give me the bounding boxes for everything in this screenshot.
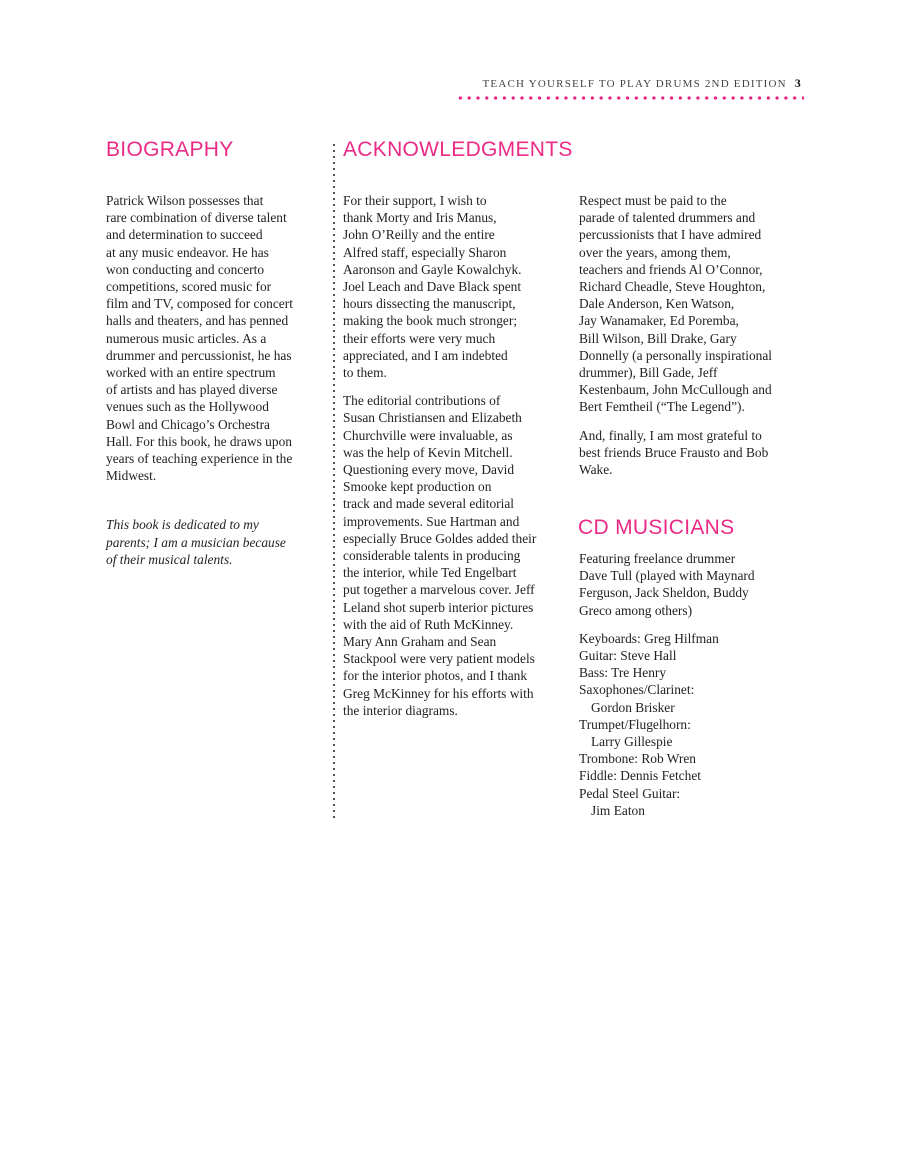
ack-line: Dale Anderson, Ken Watson, xyxy=(579,296,735,312)
dedication-line: of their musical talents. xyxy=(106,551,233,567)
cd-intro xyxy=(579,550,811,619)
ack-paragraph-1 xyxy=(343,192,571,381)
ack-line: Stackpool were very patient models xyxy=(343,651,535,667)
biography-line: drummer and percussionist, he has xyxy=(106,347,292,363)
ack-line: teachers and friends Al O’Connor, xyxy=(579,261,763,277)
biography-line: film and TV, composed for concert xyxy=(106,296,293,312)
musician-entry: Saxophones/Clarinet: xyxy=(579,682,695,698)
ack-line: best friends Bruce Frausto and Bob xyxy=(579,444,769,460)
biography-text xyxy=(106,192,328,484)
biography-line: Hall. For this book, he draws upon xyxy=(106,433,292,449)
ack-line: And, finally, I am most grateful to xyxy=(579,427,762,443)
ack-line: considerable talents in producing xyxy=(343,548,521,564)
ack-line: Mary Ann Graham and Sean xyxy=(343,634,497,650)
musician-entry: Trombone: Rob Wren xyxy=(579,751,697,767)
header-dotted-rule xyxy=(456,96,804,100)
ack-line: the interior diagrams. xyxy=(343,702,458,718)
ack-line: Questioning every move, David xyxy=(343,462,515,478)
ack-line: Kestenbaum, John McCullough and xyxy=(579,382,772,398)
cd-musicians-column xyxy=(579,550,811,819)
header-title: TEACH YOURSELF TO PLAY DRUMS 2ND EDITION xyxy=(482,78,787,90)
ack-line: Smooke kept production on xyxy=(343,479,492,495)
ack-line: thank Morty and Iris Manus, xyxy=(343,210,497,226)
ack-line: Leland shot superb interior pictures xyxy=(343,599,534,615)
biography-line: Bowl and Chicago’s Orchestra xyxy=(106,416,270,432)
musician-entry: Jim Eaton xyxy=(591,802,645,818)
biography-line: at any music endeavor. He has xyxy=(106,244,269,260)
ack-paragraph-4 xyxy=(579,427,811,479)
ack-line: Bert Femtheil (“The Legend”). xyxy=(579,399,745,415)
ack-line: Bill Wilson, Bill Drake, Gary xyxy=(579,330,737,346)
biography-line: won conducting and concerto xyxy=(106,261,265,277)
musician-entry: Gordon Brisker xyxy=(591,699,675,715)
ack-line: especially Bruce Goldes added their xyxy=(343,530,537,546)
ack-line: parade of talented drummers and xyxy=(579,210,756,226)
biography-line: Patrick Wilson possesses that xyxy=(106,193,264,208)
column-divider xyxy=(332,142,336,820)
cd-intro-line: Ferguson, Jack Sheldon, Buddy xyxy=(579,585,749,601)
ack-paragraph-2 xyxy=(343,392,571,719)
ack-line: drummer), Bill Gade, Jeff xyxy=(579,365,718,381)
ack-line: Aaronson and Gayle Kowalchyk. xyxy=(343,261,522,277)
biography-line: rare combination of diverse talent xyxy=(106,210,287,226)
ack-line: was the help of Kevin Mitchell. xyxy=(343,444,513,460)
cd-musicians-heading: CD MUSICIANS xyxy=(578,516,735,539)
musician-entry: Keyboards: Greg Hilfman xyxy=(579,630,719,646)
dedication-line: This book is dedicated to my xyxy=(106,517,259,533)
musician-entry: Trumpet/Flugelhorn: xyxy=(579,716,691,732)
ack-line: appreciated, and I am indebted xyxy=(343,347,508,363)
ack-line: the interior, while Ted Engelbart xyxy=(343,565,517,581)
biography-heading: BIOGRAPHY xyxy=(106,138,234,161)
ack-paragraph-3 xyxy=(579,192,811,416)
biography-line: halls and theaters, and has penned xyxy=(106,313,289,329)
ack-line: percussionists that I have admired xyxy=(579,227,762,243)
biography-line: Midwest. xyxy=(106,468,157,484)
musician-entry: Guitar: Steve Hall xyxy=(579,648,677,664)
acknowledgments-heading: ACKNOWLEDGMENTS xyxy=(343,138,573,161)
page-number: 3 xyxy=(794,76,802,90)
biography-line: and determination to succeed xyxy=(106,227,263,243)
ack-line: Respect must be paid to the xyxy=(579,193,727,208)
ack-line: with the aid of Ruth McKinney. xyxy=(343,616,514,632)
cd-musicians-list xyxy=(579,630,811,819)
ack-line: Alfred staff, especially Sharon xyxy=(343,244,507,260)
running-header xyxy=(483,76,802,91)
ack-line: Greg McKinney for his efforts with xyxy=(343,685,534,701)
biography-column xyxy=(106,192,328,579)
cd-intro-line: Featuring freelance drummer xyxy=(579,551,736,566)
ack-line: Susan Christiansen and Elizabeth xyxy=(343,410,522,426)
dedication-line: parents; I am a musician because xyxy=(106,534,286,550)
ack-line: Wake. xyxy=(579,462,613,478)
musician-entry: Bass: Tre Henry xyxy=(579,665,667,681)
biography-line: worked with an entire spectrum xyxy=(106,365,276,381)
ack-line: John O’Reilly and the entire xyxy=(343,227,495,243)
musician-entry: Larry Gillespie xyxy=(591,734,673,750)
ack-line: put together a marvelous cover. Jeff xyxy=(343,582,535,598)
ack-line: improvements. Sue Hartman and xyxy=(343,513,520,529)
ack-line: For their support, I wish to xyxy=(343,193,487,208)
ack-line: Donnelly (a personally inspirational xyxy=(579,347,773,363)
ack-line: for the interior photos, and I thank xyxy=(343,668,528,684)
biography-line: venues such as the Hollywood xyxy=(106,399,269,415)
ack-line: hours dissecting the manuscript, xyxy=(343,296,516,312)
ack-line: Richard Cheadle, Steve Houghton, xyxy=(579,279,766,295)
acknowledgments-column-1 xyxy=(343,192,571,730)
ack-line: Jay Wanamaker, Ed Poremba, xyxy=(579,313,739,329)
ack-line: track and made several editorial xyxy=(343,496,515,512)
acknowledgments-column-2 xyxy=(579,192,811,489)
musician-entry: Pedal Steel Guitar: xyxy=(579,785,681,801)
ack-line: over the years, among them, xyxy=(579,244,731,260)
cd-intro-line: Dave Tull (played with Maynard xyxy=(579,568,755,584)
cd-intro-line: Greco among others) xyxy=(579,602,693,618)
ack-line: Joel Leach and Dave Black spent xyxy=(343,279,522,295)
dedication-text xyxy=(106,516,328,568)
ack-line: making the book much stronger; xyxy=(343,313,518,329)
biography-line: of artists and has played diverse xyxy=(106,382,278,398)
biography-line: competitions, scored music for xyxy=(106,279,272,295)
musician-entry: Fiddle: Dennis Fetchet xyxy=(579,768,701,784)
ack-line: The editorial contributions of xyxy=(343,393,501,409)
biography-line: numerous music articles. As a xyxy=(106,330,267,346)
ack-line: to them. xyxy=(343,365,387,381)
ack-line: their efforts were very much xyxy=(343,330,496,346)
biography-line: years of teaching experience in the xyxy=(106,451,293,467)
ack-line: Churchville were invaluable, as xyxy=(343,427,513,443)
